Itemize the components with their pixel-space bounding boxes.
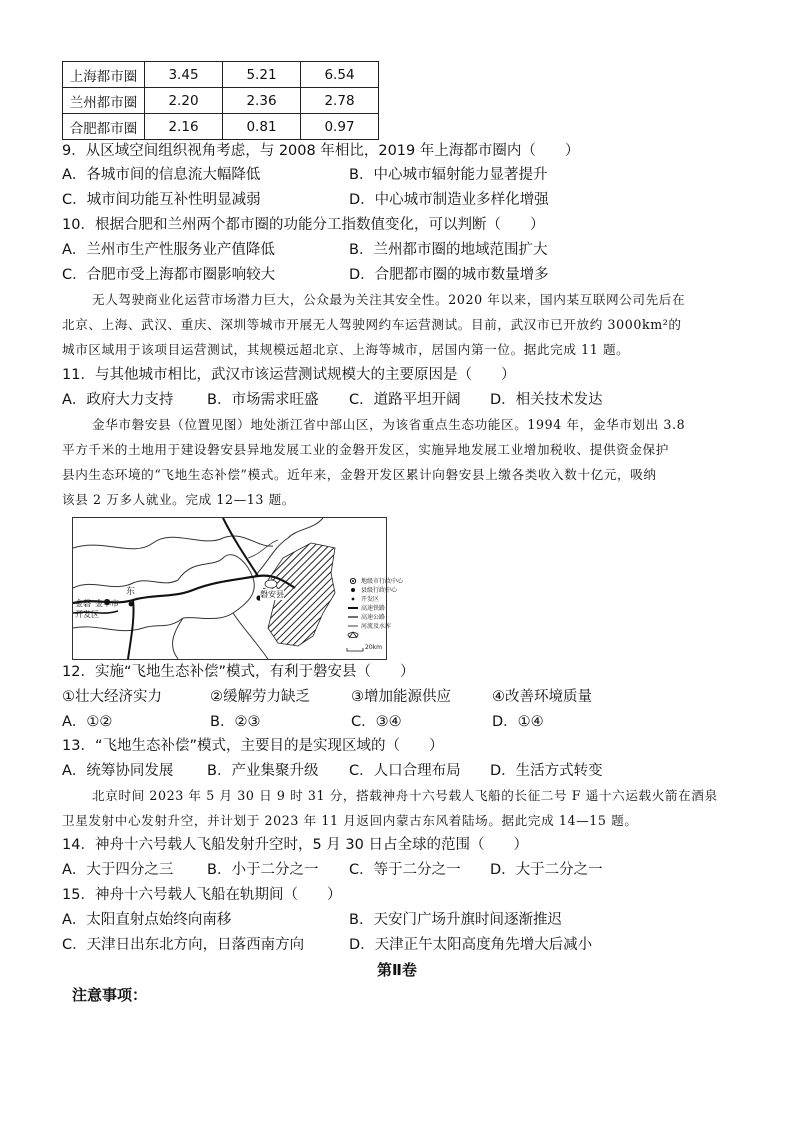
map-label-dong: 东 [126, 587, 136, 597]
q14-option-d[interactable]: D．大于二分之一 [490, 862, 603, 878]
q13-option-d[interactable]: D．生活方式转变 [490, 763, 603, 779]
table-row [63, 62, 379, 88]
q12-option-b[interactable]: B．②③ [210, 714, 261, 730]
q12-option-d[interactable]: D．①④ [492, 714, 544, 730]
q11-option-a[interactable]: A．政府大力支持 [62, 392, 174, 408]
q9-option-c[interactable]: C．城市间功能互补性明显减弱 [62, 192, 261, 208]
q12-statement-4: ④改善环境质量 [492, 689, 592, 705]
map-scale: 20km [365, 644, 382, 651]
data-table [62, 61, 379, 140]
passage-1-line: 城市区域用于该项目运营测试，其规模远超北京、上海等城市，居国内第一位。据此完成 11 题。 [62, 342, 630, 357]
table-cell: 2.16 [145, 114, 223, 140]
q10-option-b[interactable]: B．兰州都市圈的地域范围扩大 [349, 242, 548, 258]
table-cell: 0.81 [223, 114, 301, 140]
passage-3-line: 卫星发射中心发射升空，并计划于 2023 年 11 月返回内蒙古东风着陆场。据此完成 14—15 题。 [62, 813, 638, 828]
county-center-marker [129, 602, 134, 607]
table-cell: 5.21 [223, 62, 301, 88]
q12-option-c[interactable]: C．③④ [351, 714, 402, 730]
question-10-stem: 10．根据合肥和兰州两个都市圈的功能分工指数值变化，可以判断（ ） [62, 217, 545, 233]
table-cell: 0.97 [301, 114, 379, 140]
q11-option-b[interactable]: B．市场需求旺盛 [207, 392, 319, 408]
q15-option-a[interactable]: A．太阳直射点始终向南移 [62, 912, 232, 928]
legend-item: 地级市行政中心 [361, 578, 404, 585]
section-title: 第Ⅱ卷 [377, 961, 417, 979]
question-15-stem: 15．神舟十六号载人飞船在轨期间（ ） [62, 887, 342, 903]
map-label-jinhua: 金华市 [95, 599, 119, 608]
q11-option-d[interactable]: D．相关技术发达 [490, 392, 603, 408]
question-14-stem: 14．神舟十六号载人飞船发射升空时，5 月 30 日占全球的范围（ ） [62, 837, 528, 853]
legend-item: 高速公路 [361, 614, 386, 621]
q14-option-c[interactable]: C．等于二分之一 [349, 862, 461, 878]
question-12-stem: 12．实施“飞地生态补偿”模式，有利于磐安县（ ） [62, 664, 415, 680]
q12-statement-3: ③增加能源供应 [351, 689, 451, 705]
q11-option-c[interactable]: C．道路平坦开阔 [349, 392, 461, 408]
table-cell: 合肥都市圈 [63, 114, 145, 140]
q9-option-b[interactable]: B．中心城市辐射能力显著提升 [349, 167, 548, 183]
passage-3-line: 北京时间 2023 年 5 月 30 日 9 时 31 分，搭载神舟十六号载人飞船的长征二号 F 遥十六运载火箭在酒泉 [92, 788, 718, 803]
map-label-panan: 磐安县 [260, 590, 284, 599]
q15-option-b[interactable]: B．天安门广场升旗时间逐渐推迟 [349, 912, 562, 928]
table-row [63, 88, 379, 114]
location-map [72, 517, 404, 660]
q12-statement-1: ①壮大经济实力 [62, 689, 162, 705]
map-drawing [73, 518, 386, 659]
map-label-jinpan: 金磐 [75, 599, 91, 608]
question-9-stem: 9．从区域空间组织视角考虑，与 2008 年相比，2019 年上海都市圈内（ ） [62, 143, 580, 159]
legend-item: 县级行政中心 [361, 587, 398, 594]
table-cell: 2.36 [223, 88, 301, 114]
table-cell: 2.20 [145, 88, 223, 114]
question-11-stem: 11．与其他城市相比，武汉市该运营测试规模大的主要原因是（ ） [62, 367, 516, 383]
table-cell: 兰州都市圈 [63, 88, 145, 114]
passage-1-line: 北京、上海、武汉、重庆、深圳等城市开展无人驾驶网约车运营测试。目前，武汉市已开放约 3000km²的 [62, 317, 682, 332]
question-13-stem: 13．“飞地生态补偿”模式，主要目的是实现区域的（ ） [62, 738, 444, 754]
q12-statement-2: ②缓解劳力缺乏 [210, 689, 310, 705]
table-cell: 2.78 [301, 88, 379, 114]
passage-2-line: 平方千米的土地用于建设磐安县异地发展工业的金磐开发区，实施异地发展工业增加税收、提供资金保护 [62, 442, 669, 457]
q10-option-d[interactable]: D．合肥都市圈的城市数量增多 [349, 267, 549, 283]
passage-2-line: 县内生态环境的“飞地生态补偿”模式。近年来，金磐开发区累计向磐安县上缴各类收入数十亿元，吸纳 [62, 467, 657, 482]
map-label-kaifaqu: 开发区 [75, 610, 99, 619]
q12-option-a[interactable]: A．①② [62, 714, 113, 730]
passage-2-line: 该县 2 万多人就业。完成 12—13 题。 [62, 492, 295, 507]
legend-item: 高速铁路 [361, 605, 386, 612]
q9-option-d[interactable]: D．中心城市制造业多样化增强 [349, 192, 549, 208]
q13-option-a[interactable]: A．统筹协同发展 [62, 763, 174, 779]
q14-option-b[interactable]: B．小于二分之一 [207, 862, 319, 878]
q10-option-c[interactable]: C．合肥市受上海都市圈影响较大 [62, 267, 276, 283]
legend-item: 开发区 [361, 596, 380, 603]
q9-option-a[interactable]: A．各城市间的信息流大幅降低 [62, 167, 261, 183]
q13-option-b[interactable]: B．产业集聚升级 [207, 763, 319, 779]
q14-option-a[interactable]: A．大于四分之三 [62, 862, 174, 878]
q10-option-a[interactable]: A．兰州市生产性服务业产值降低 [62, 242, 275, 258]
table-cell: 3.45 [145, 62, 223, 88]
passage-2-line: 金华市磐安县（位置见图）地处浙江省中部山区，为该省重点生态功能区。1994 年，金华市划出 3.8 [92, 417, 686, 432]
table-cell: 6.54 [301, 62, 379, 88]
table-row [63, 114, 379, 140]
notice-heading: 注意事项： [72, 986, 148, 1004]
passage-1-line: 无人驾驶商业化运营市场潜力巨大，公众最为关注其安全性。2020 年以来，国内某互联网公司先后在 [92, 292, 686, 307]
q15-option-c[interactable]: C．天津日出东北方向，日落西南方向 [62, 937, 305, 953]
q13-option-c[interactable]: C．人口合理布局 [349, 763, 461, 779]
q15-option-d[interactable]: D．天津正午太阳高度角先增大后减小 [349, 937, 593, 953]
legend-item: 河流及水库 [361, 623, 392, 630]
table-cell: 上海都市圈 [63, 62, 145, 88]
